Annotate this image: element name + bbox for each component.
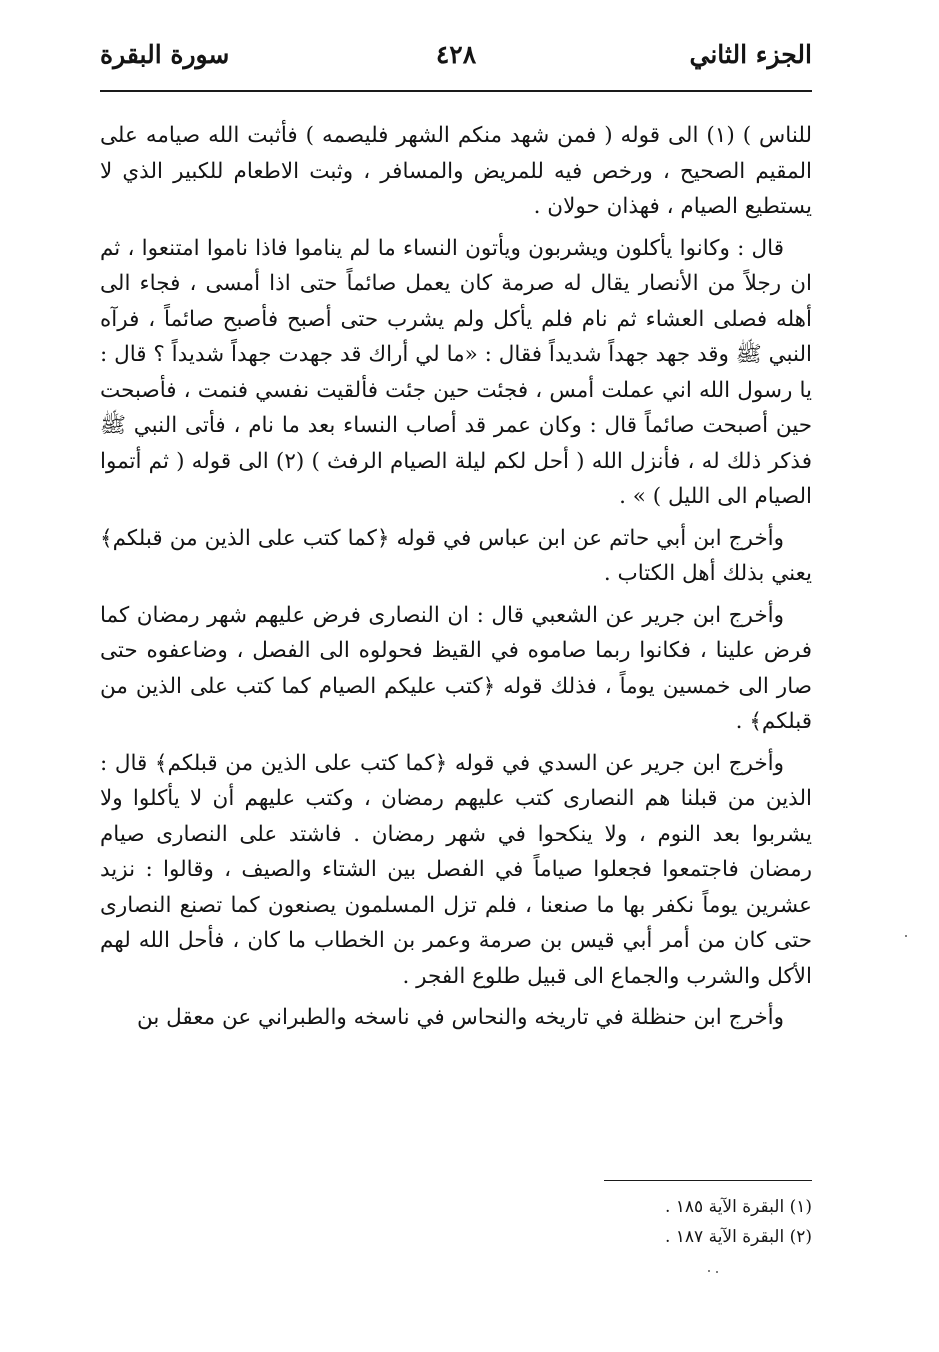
page-number: ٤٢٨ bbox=[435, 40, 477, 69]
part-title: الجزء الثاني bbox=[689, 40, 812, 69]
footnote: (١) البقرة الآية ١٨٥ . bbox=[664, 1197, 812, 1217]
scan-speck bbox=[905, 935, 907, 937]
footnote: (٢) البقرة الآية ١٨٧ . bbox=[664, 1227, 812, 1247]
paragraph: وأخرج ابن جرير عن الشعبي قال : ان النصارى فرض عليهم شهر رمضان كما فرض علينا ، فكانوا ربما صاموه في القيظ فحولوه الى الفصل ، وضاعفوه حتى صار الى خمسين يوماً ، فذلك قوله ﴿كتب عليكم الصيام كما كتب على الذين من قبلكم﴾ . bbox=[100, 602, 812, 734]
surah-title: سورة البقرة bbox=[100, 40, 230, 69]
scan-speck bbox=[708, 1270, 710, 1272]
footnote-rule bbox=[604, 1180, 812, 1181]
header-rule bbox=[100, 90, 812, 92]
running-header bbox=[100, 34, 812, 90]
paragraph: قال : وكانوا يأكلون ويشربون ويأتون النساء ما لم يناموا فاذا ناموا امتنعوا ، ثم ان رجلاً من الأنصار يقال له صرمة كان يعمل صائماً حتى اذا أمسى ، فجاء الى أهله فصلى العشاء ثم نام فلم يأكل ولم يشرب حتى أصبح فأصبح صائماً ، فرآه النبي ﷺ وقد جهد جهداً شديداً فقال : «ما لي أراك قد جهدت جهداً شديداً ؟ قال : يا رسول الله اني عملت أمس ، فجئت حين جئت فألقيت نفسي فنمت ، فأصبحت حين أصبحت صائماً قال : وكان عمر قد أصاب النساء بعد ما نام ، فأتى النبي ﷺ فذكر ذلك له ، فأنزل الله ( أحل لكم ليلة الصيام الرفث ) (٢) الى قوله ( ثم أتموا الصيام الى الليل ) » . bbox=[100, 235, 812, 509]
main-text bbox=[100, 118, 812, 1042]
paragraph: وأخرج ابن جرير عن السدي في قوله ﴿كما كتب على الذين من قبلكم﴾ قال : الذين من قبلنا هم النصارى كتب عليهم رمضان ، وكتب عليهم أن لا يأكلوا ولا يشربوا بعد النوم ، ولا ينكحوا في شهر رمضان . فاشتد على النصارى صيام رمضان فاجتمعوا فجعلوا صياماً في الفصل بين الشتاء والصيف ، وقالوا : نزيد عشرين يوماً نكفر بها ما صنعنا ، فلم تزل المسلمون يصنعون كما تصنع النصارى حتى كان من أمر أبي قيس بن صرمة وعمر بن الخطاب ما كان ، فأحل الله لهم الأكل والشرب والجماع الى قبيل طلوع الفجر . bbox=[100, 750, 812, 989]
scan-speck bbox=[716, 1271, 718, 1273]
footnotes bbox=[400, 1192, 812, 1252]
paragraph: وأخرج ابن حنظلة في تاريخه والنحاس في ناسخه والطبراني عن معقل بن bbox=[136, 1005, 784, 1030]
paragraph: للناس ) (١) الى قوله ( فمن شهد منكم الشهر فليصمه ) فأثبت الله صيامه على المقيم الصحيح ، ورخص فيه للمريض والمسافر ، وثبت الاطعام للكبير الذي لا يستطيع الصيام ، فهذان حولان . bbox=[100, 123, 812, 219]
paragraph: وأخرج ابن أبي حاتم عن ابن عباس في قوله ﴿كما كتب على الذين من قبلكم﴾ يعني بذلك أهل الكتاب . bbox=[100, 525, 812, 586]
